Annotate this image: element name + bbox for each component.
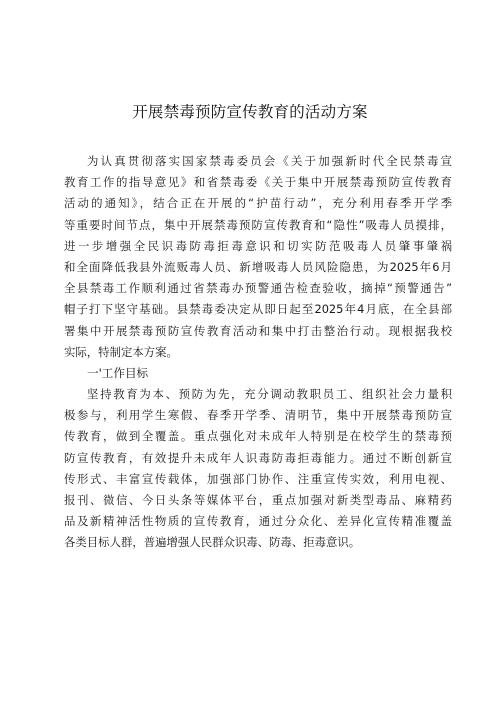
intro-line: 进一步增强全民识毒防毒拒毒意识和切实防范吸毒人员肇事肇祸 (64, 238, 452, 253)
section-line: 坚持教育为本、预防为先，充分调动教职员工、组织社会力量积 (87, 387, 452, 402)
document-body (64, 151, 452, 554)
section-line: 品及新精神活性物质的宣传教育，通过分众化、差异化宣传精准覆盖 (64, 514, 452, 529)
intro-line: 等重要时间节点，集中开展禁毒预防宣传教育和“隐性”吸毒人员摸排， (64, 217, 452, 232)
section-line: 防宣传教育，有效提升未成年人识毒防毒拒毒能力。通过不断创新宣 (64, 450, 452, 465)
section-line: 报刊、微信、今日头条等媒体平台，重点加强对新类型毒品、麻精药 (64, 493, 452, 507)
intro-line: 全县禁毒工作顺利通过省禁毒办预警通告检查验收，摘掉“预警通告” (64, 281, 452, 296)
intro-line: 署集中开展禁毒预防宣传教育活动和集中打击整治行动。现根据我校 (64, 323, 452, 338)
intro-line: 和全面降低我县外流贩毒人员、新增吸毒人员风险隐患，为2025年6月 (64, 259, 452, 274)
document-title: 开展禁毒预防宣传教育的活动方案 (132, 103, 368, 121)
section-line: 各类目标人群，普遍增强人民群众识毒、防毒、拒毒意识。 (64, 535, 361, 550)
intro-line: 活动的通知》，结合正在开展的“护苗行动”，充分利用春季开学季 (64, 196, 452, 211)
intro-line: 实际，特制定本方案。 (64, 344, 178, 359)
section-line: 极参与，利用学生寒假、春季开学季、清明节，集中开展禁毒预防宣 (64, 408, 452, 423)
section-heading: 一'工作目标 (87, 365, 149, 380)
intro-line: 帽子打下坚守基础。县禁毒委决定从即日起至2025年4月底，在全县部 (64, 302, 452, 317)
intro-line: 教育工作的指导意见》和省禁毒委《关于集中开展禁毒预防宣传教育 (64, 175, 452, 190)
section-line: 传教育，做到全覆盖。重点强化对未成年人特别是在校学生的禁毒预 (64, 429, 452, 444)
section-line: 传形式、丰富宣传载体，加强部门协作、注重宣传实效，利用电视、 (64, 471, 452, 486)
intro-line: 为认真贯彻落实国家禁毒委员会《关于加强新时代全民禁毒宣 (87, 154, 452, 168)
